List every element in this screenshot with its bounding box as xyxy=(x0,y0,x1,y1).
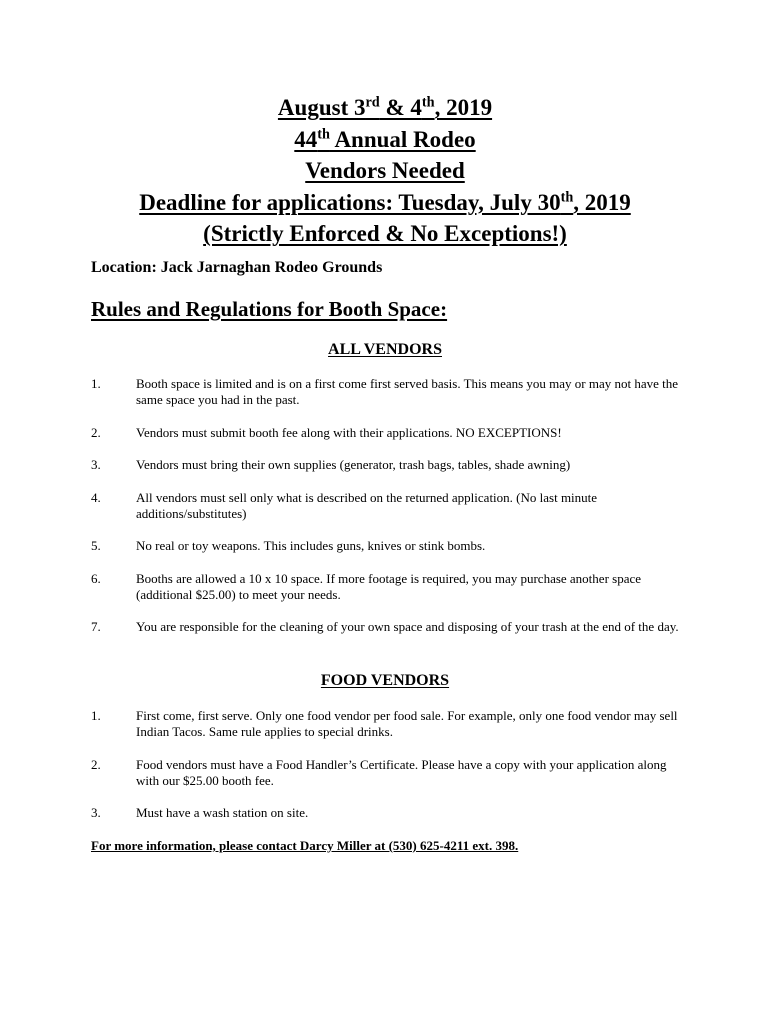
item-text: First come, first serve. Only one food vendor per food sale. For example, only one food vendor may sell Indian Tacos. Same rule applies to special drinks. xyxy=(136,708,678,739)
contact-info: For more information, please contact Darcy Miller at (530) 625-4211 ext. 398. xyxy=(91,838,519,853)
item-number: 3. xyxy=(91,805,101,820)
date-suffix: rd xyxy=(365,94,380,111)
item-text: Food vendors must have a Food Handler’s Certificate. Please have a copy with your application along with our $25.00 booth fee. xyxy=(136,756,667,788)
event-title-text: 44 xyxy=(294,126,318,152)
date-suffix: th xyxy=(560,188,574,205)
event-title xyxy=(0,124,770,156)
item-text: You are responsible for the cleaning of your own space and disposing of your trash at the end of the day. xyxy=(136,619,679,634)
event-date-text: & 4 xyxy=(379,95,422,120)
list-item xyxy=(91,757,681,789)
list-item xyxy=(91,805,681,821)
list-item xyxy=(91,457,681,473)
food-vendors-heading-text: FOOD VENDORS xyxy=(320,672,450,689)
item-text: No real or toy weapons. This includes guns, knives or stink bombs. xyxy=(136,538,486,553)
event-date-text: August 3 xyxy=(277,95,366,120)
deadline-text: , 2019 xyxy=(573,189,631,215)
item-text: Must have a wash station on site. xyxy=(136,805,309,820)
list-item xyxy=(91,571,681,603)
vendors-needed-text: Vendors Needed xyxy=(305,158,465,183)
food-vendors-list xyxy=(91,708,681,838)
item-number: 3. xyxy=(91,457,101,472)
item-number: 1. xyxy=(91,376,101,391)
ordinal-suffix: th xyxy=(317,125,330,142)
item-text: All vendors must sell only what is described on the returned application. (No last minute additions/substitutes) xyxy=(136,489,598,521)
list-item xyxy=(91,425,681,441)
rules-heading: Rules and Regulations for Booth Space: xyxy=(91,297,448,321)
list-item xyxy=(91,376,681,408)
food-vendors-heading xyxy=(0,672,770,690)
item-number: 2. xyxy=(91,756,101,772)
list-item xyxy=(91,619,681,635)
list-item xyxy=(91,538,681,554)
date-suffix: th xyxy=(421,94,435,111)
event-date-text: , 2019 xyxy=(434,95,493,120)
item-number: 4. xyxy=(91,489,101,505)
item-number: 1. xyxy=(91,708,101,723)
event-header xyxy=(0,92,770,250)
item-text: Vendors must submit booth fee along with their applications. NO EXCEPTIONS! xyxy=(136,424,562,440)
enforcement-note xyxy=(0,218,770,250)
deadline-text: Deadline for applications: Tuesday, July 30 xyxy=(139,189,561,215)
event-title-text: Annual Rodeo xyxy=(329,126,476,152)
item-number: 2. xyxy=(91,424,101,440)
enforcement-note-text: (Strictly Enforced & No Exceptions!) xyxy=(203,221,567,246)
vendors-needed xyxy=(0,155,770,187)
item-number: 7. xyxy=(91,619,101,634)
event-date xyxy=(0,92,770,124)
list-item xyxy=(91,708,681,740)
list-item xyxy=(91,490,681,522)
item-text: Booths are allowed a 10 x 10 space. If more footage is required, you may purchase another space (additional $25.00) to meet your needs. xyxy=(136,570,642,602)
item-number: 6. xyxy=(91,570,101,586)
all-vendors-heading xyxy=(0,341,770,359)
item-text: Booth space is limited and is on a first come first served basis. This means you may or may not have the same space you had in the past. xyxy=(136,376,679,407)
item-number: 5. xyxy=(91,538,101,553)
item-text: Vendors must bring their own supplies (generator, trash bags, tables, shade awning) xyxy=(136,457,571,472)
all-vendors-heading-text: ALL VENDORS xyxy=(328,341,442,358)
deadline xyxy=(0,187,770,219)
location: Location: Jack Jarnaghan Rodeo Grounds xyxy=(91,259,383,276)
all-vendors-list xyxy=(91,376,681,652)
